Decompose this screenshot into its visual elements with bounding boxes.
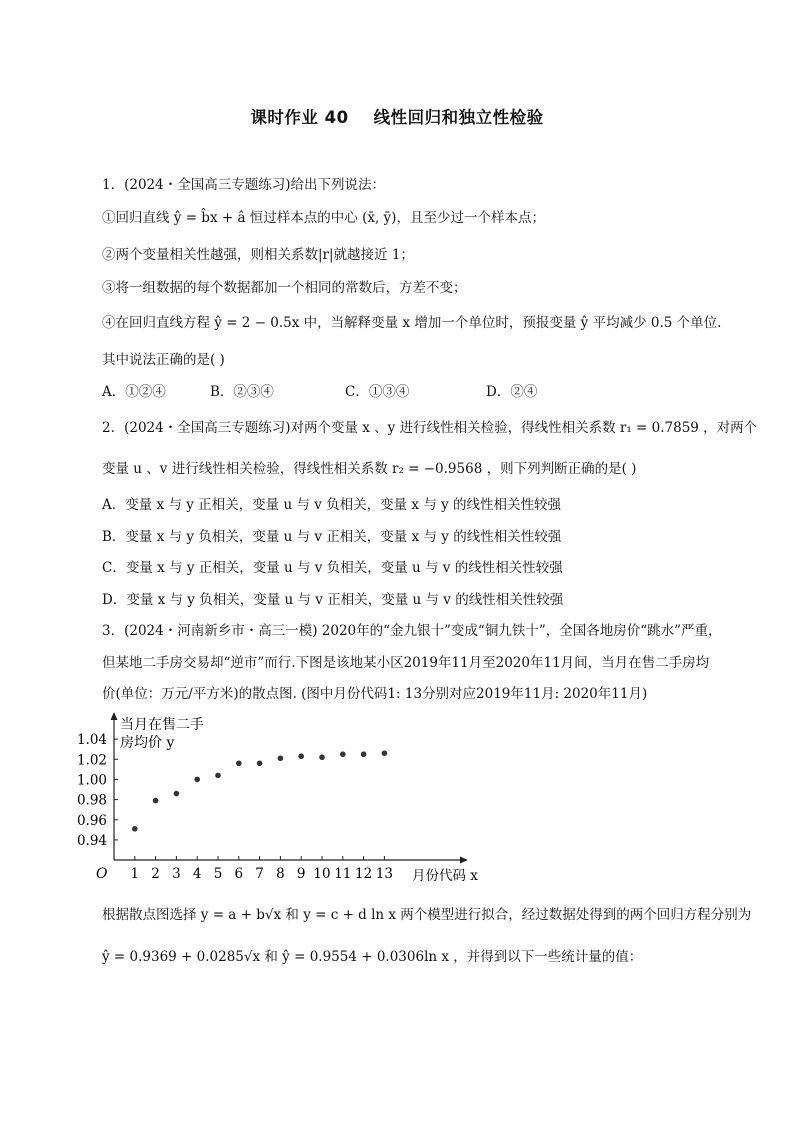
x-tick-label: 2 — [151, 866, 160, 882]
data-point — [236, 760, 242, 766]
q1-option-c[interactable]: C．①③④ — [345, 384, 410, 400]
q1-option-b[interactable]: B．②③④ — [210, 384, 274, 400]
q1-option-a[interactable]: A．①②④ — [102, 384, 166, 400]
x-axis-arrow — [460, 857, 468, 864]
q3-line-2: 但某地二手房交易却“逆市”而行.下图是该地某小区2019年11月至2020年11月间，当月在售二手房均 — [102, 655, 710, 671]
q2-option-b[interactable]: B．变量 x 与 y 负相关，变量 u 与 v 正相关，变量 x 与 y 的线性相关性较强 — [102, 529, 562, 545]
data-point — [340, 751, 346, 757]
data-point — [257, 760, 263, 766]
x-tick-label: 8 — [276, 866, 285, 882]
x-tick-label: 1 — [130, 866, 140, 882]
data-point — [319, 754, 325, 760]
x-tick-label: 6 — [234, 866, 244, 882]
data-point — [382, 750, 388, 756]
q2-line-2: 变量 u 、v 进行线性相关检验，得线性相关系数 r₂ = −0.9568 ，则下列判断正确的是( ) — [102, 461, 637, 477]
q1-ask: 其中说法正确的是( ) — [102, 352, 225, 368]
q2-option-a[interactable]: A．变量 x 与 y 正相关，变量 u 与 v 负相关，变量 x 与 y 的线性相关性较强 — [102, 497, 562, 513]
q2-line-1: 2．(2024・全国高三专题练习)对两个变量 x 、y 进行线性相关检验，得线性相关系数 r₁ = 0.7859 ，对两个 — [102, 420, 758, 436]
q1-statement-1: ①回归直线 ŷ = b̂x + â 恒过样本点的中心 (x̄, ȳ)，且至少过一个样本点； — [102, 210, 545, 226]
q1-statement-3: ③将一组数据的每个数据都加一个相同的常数后，方差不变； — [102, 280, 467, 296]
q3-after-line-2: ŷ = 0.9369 + 0.0285√x 和 ŷ = 0.9554 + 0.0306ln x ，并得到以下一些统计量的值： — [102, 949, 643, 965]
x-tick-label: 7 — [255, 866, 264, 882]
y-tick-label: 1.04 — [76, 732, 107, 749]
scatter-chart — [76, 712, 482, 887]
x-tick-label: 3 — [172, 866, 181, 882]
data-point — [174, 791, 180, 797]
q3-line-3: 价(单位：万元/平方米)的散点图. (图中月份代码1: 13分别对应2019年11月: 2020年11月) — [102, 686, 648, 702]
x-tick-label: 11 — [334, 866, 352, 882]
x-tick-label: 10 — [313, 866, 331, 882]
x-tick-label: 13 — [375, 866, 393, 882]
x-tick-label: 9 — [296, 866, 306, 882]
y-tick-label: 1.02 — [76, 752, 107, 769]
data-point — [132, 826, 138, 832]
page-title: 课时作业 40 线性回归和独立性检验 — [250, 108, 544, 127]
y-tick-label: 0.98 — [76, 792, 107, 809]
y-axis-label-line-1: 当月在售二手 — [120, 717, 204, 733]
q1-statement-2: ②两个变量相关性越强，则相关系数|r|就越接近 1； — [102, 247, 414, 263]
data-point — [361, 751, 367, 757]
y-tick-label: 0.96 — [76, 812, 107, 829]
data-point — [278, 755, 284, 761]
q1-statement-4: ④在回归直线方程 ŷ = 2 − 0.5x 中，当解释变量 x 增加一个单位时，预报变量 ŷ 平均减少 0.5 个单位. — [102, 315, 722, 331]
x-axis-label: 月份代码 x — [412, 868, 478, 884]
origin-label: O — [96, 866, 108, 882]
q3-after-line-1: 根据散点图选择 y = a + b√x 和 y = c + d ln x 两个模型进行拟合，经过数据处得到的两个回归方程分别为 — [102, 907, 752, 923]
y-axis-label-line-2: 房均价 y — [120, 735, 175, 751]
q2-option-d[interactable]: D．变量 x 与 y 负相关，变量 u 与 v 正相关，变量 u 与 v 的线性相关性较强 — [102, 592, 564, 608]
x-tick-label: 12 — [355, 866, 373, 882]
y-tick-label: 1.00 — [76, 772, 107, 789]
data-point — [298, 753, 304, 759]
x-tick-label: 4 — [192, 866, 202, 882]
q1-head: 1．(2024・全国高三专题练习)给出下列说法： — [102, 177, 385, 193]
data-point — [153, 798, 159, 804]
chart-points — [132, 750, 387, 831]
data-point — [215, 773, 221, 779]
data-point — [194, 777, 200, 783]
y-tick-label: 0.94 — [76, 832, 107, 849]
q2-option-c[interactable]: C．变量 x 与 y 正相关，变量 u 与 v 负相关，变量 u 与 v 的线性相关性较强 — [102, 560, 563, 576]
y-axis-arrow — [111, 712, 118, 720]
q1-option-d[interactable]: D．②④ — [486, 384, 538, 400]
q3-line-1: 3．(2024・河南新乡市・高三一模) 2020年的“金九银十”变成“铜九铁十”，全国各地房价“跳水”严重， — [102, 623, 722, 639]
x-tick-label: 5 — [213, 866, 223, 882]
